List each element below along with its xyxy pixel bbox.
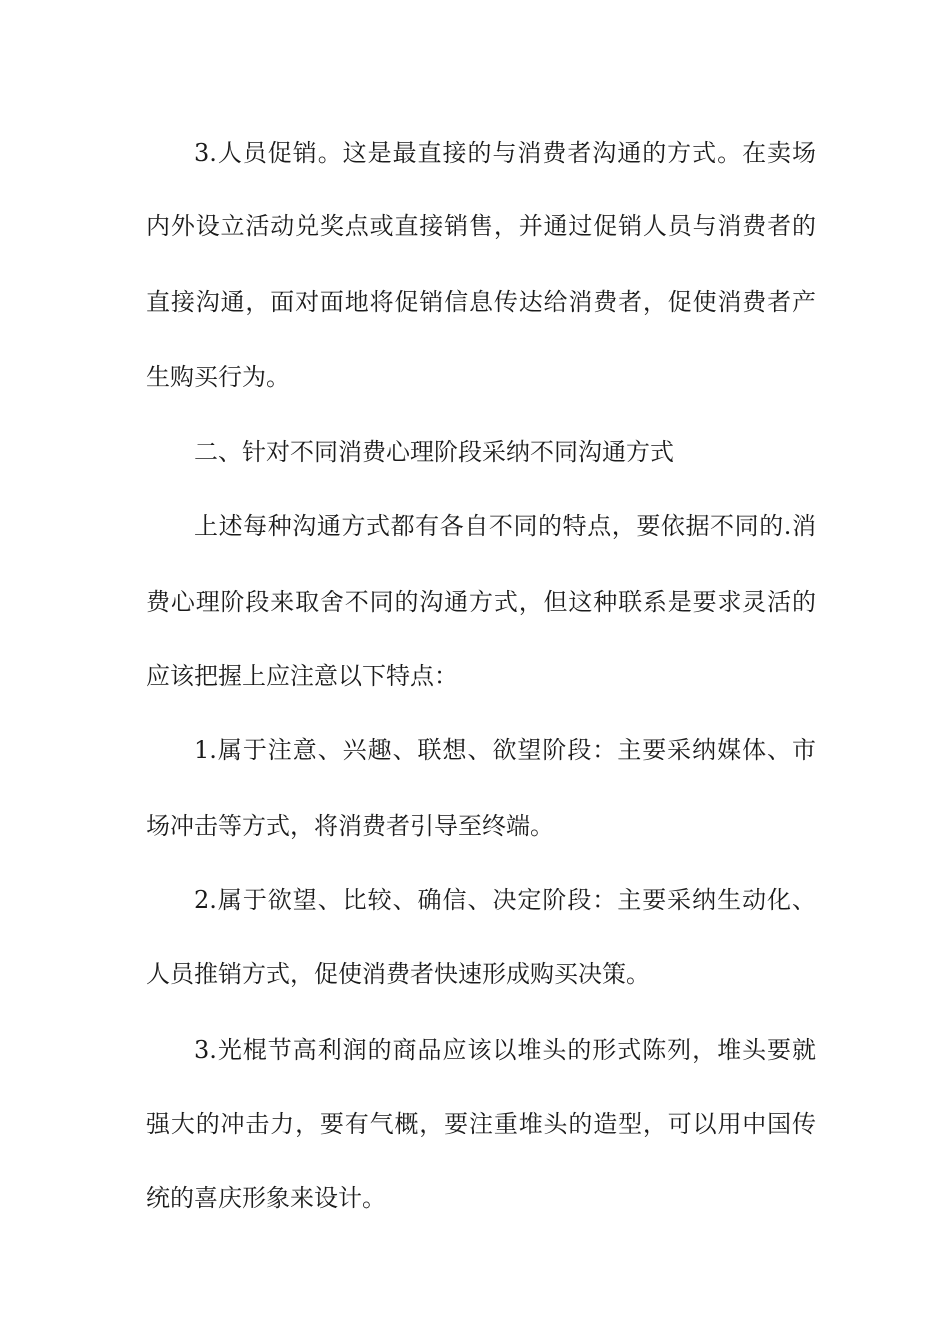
paragraph-line: 生购买行为。 [146,363,290,391]
paragraph-line: 人员推销方式，促使消费者快速形成购买决策。 [146,960,650,988]
paragraph-line: 直接沟通，面对面地将促销信息传达给消费者，促使消费者产 [146,288,816,316]
paragraph-line: 3.人员促销。这是最直接的与消费者沟通的方式。在卖场 [194,139,816,167]
paragraph-line: 强大的冲击力，要有气概，要注重堆头的造型，可以用中国传 [146,1110,816,1138]
paragraph-line: 内外设立活动兑奖点或直接销售，并通过促销人员与消费者的 [146,212,816,240]
paragraph-line: 应该把握上应注意以下特点： [146,662,458,690]
section-heading: 二、针对不同消费心理阶段采纳不同沟通方式 [194,438,674,466]
paragraph-line: 2.属于欲望、比较、确信、决定阶段：主要采纳生动化、 [194,886,816,914]
paragraph-line: 费心理阶段来取舍不同的沟通方式，但这种联系是要求灵活的 [146,588,816,616]
paragraph-line: 统的喜庆形象来设计。 [146,1184,386,1212]
paragraph-line: 上述每种沟通方式都有各自不同的特点，要依据不同的.消 [194,512,816,540]
paragraph-line: 1.属于注意、兴趣、联想、欲望阶段：主要采纳媒体、市 [194,736,816,764]
paragraph-line: 场冲击等方式，将消费者引导至终端。 [146,812,554,840]
paragraph-line: 3.光棍节高利润的商品应该以堆头的形式陈列，堆头要就 [194,1036,816,1064]
